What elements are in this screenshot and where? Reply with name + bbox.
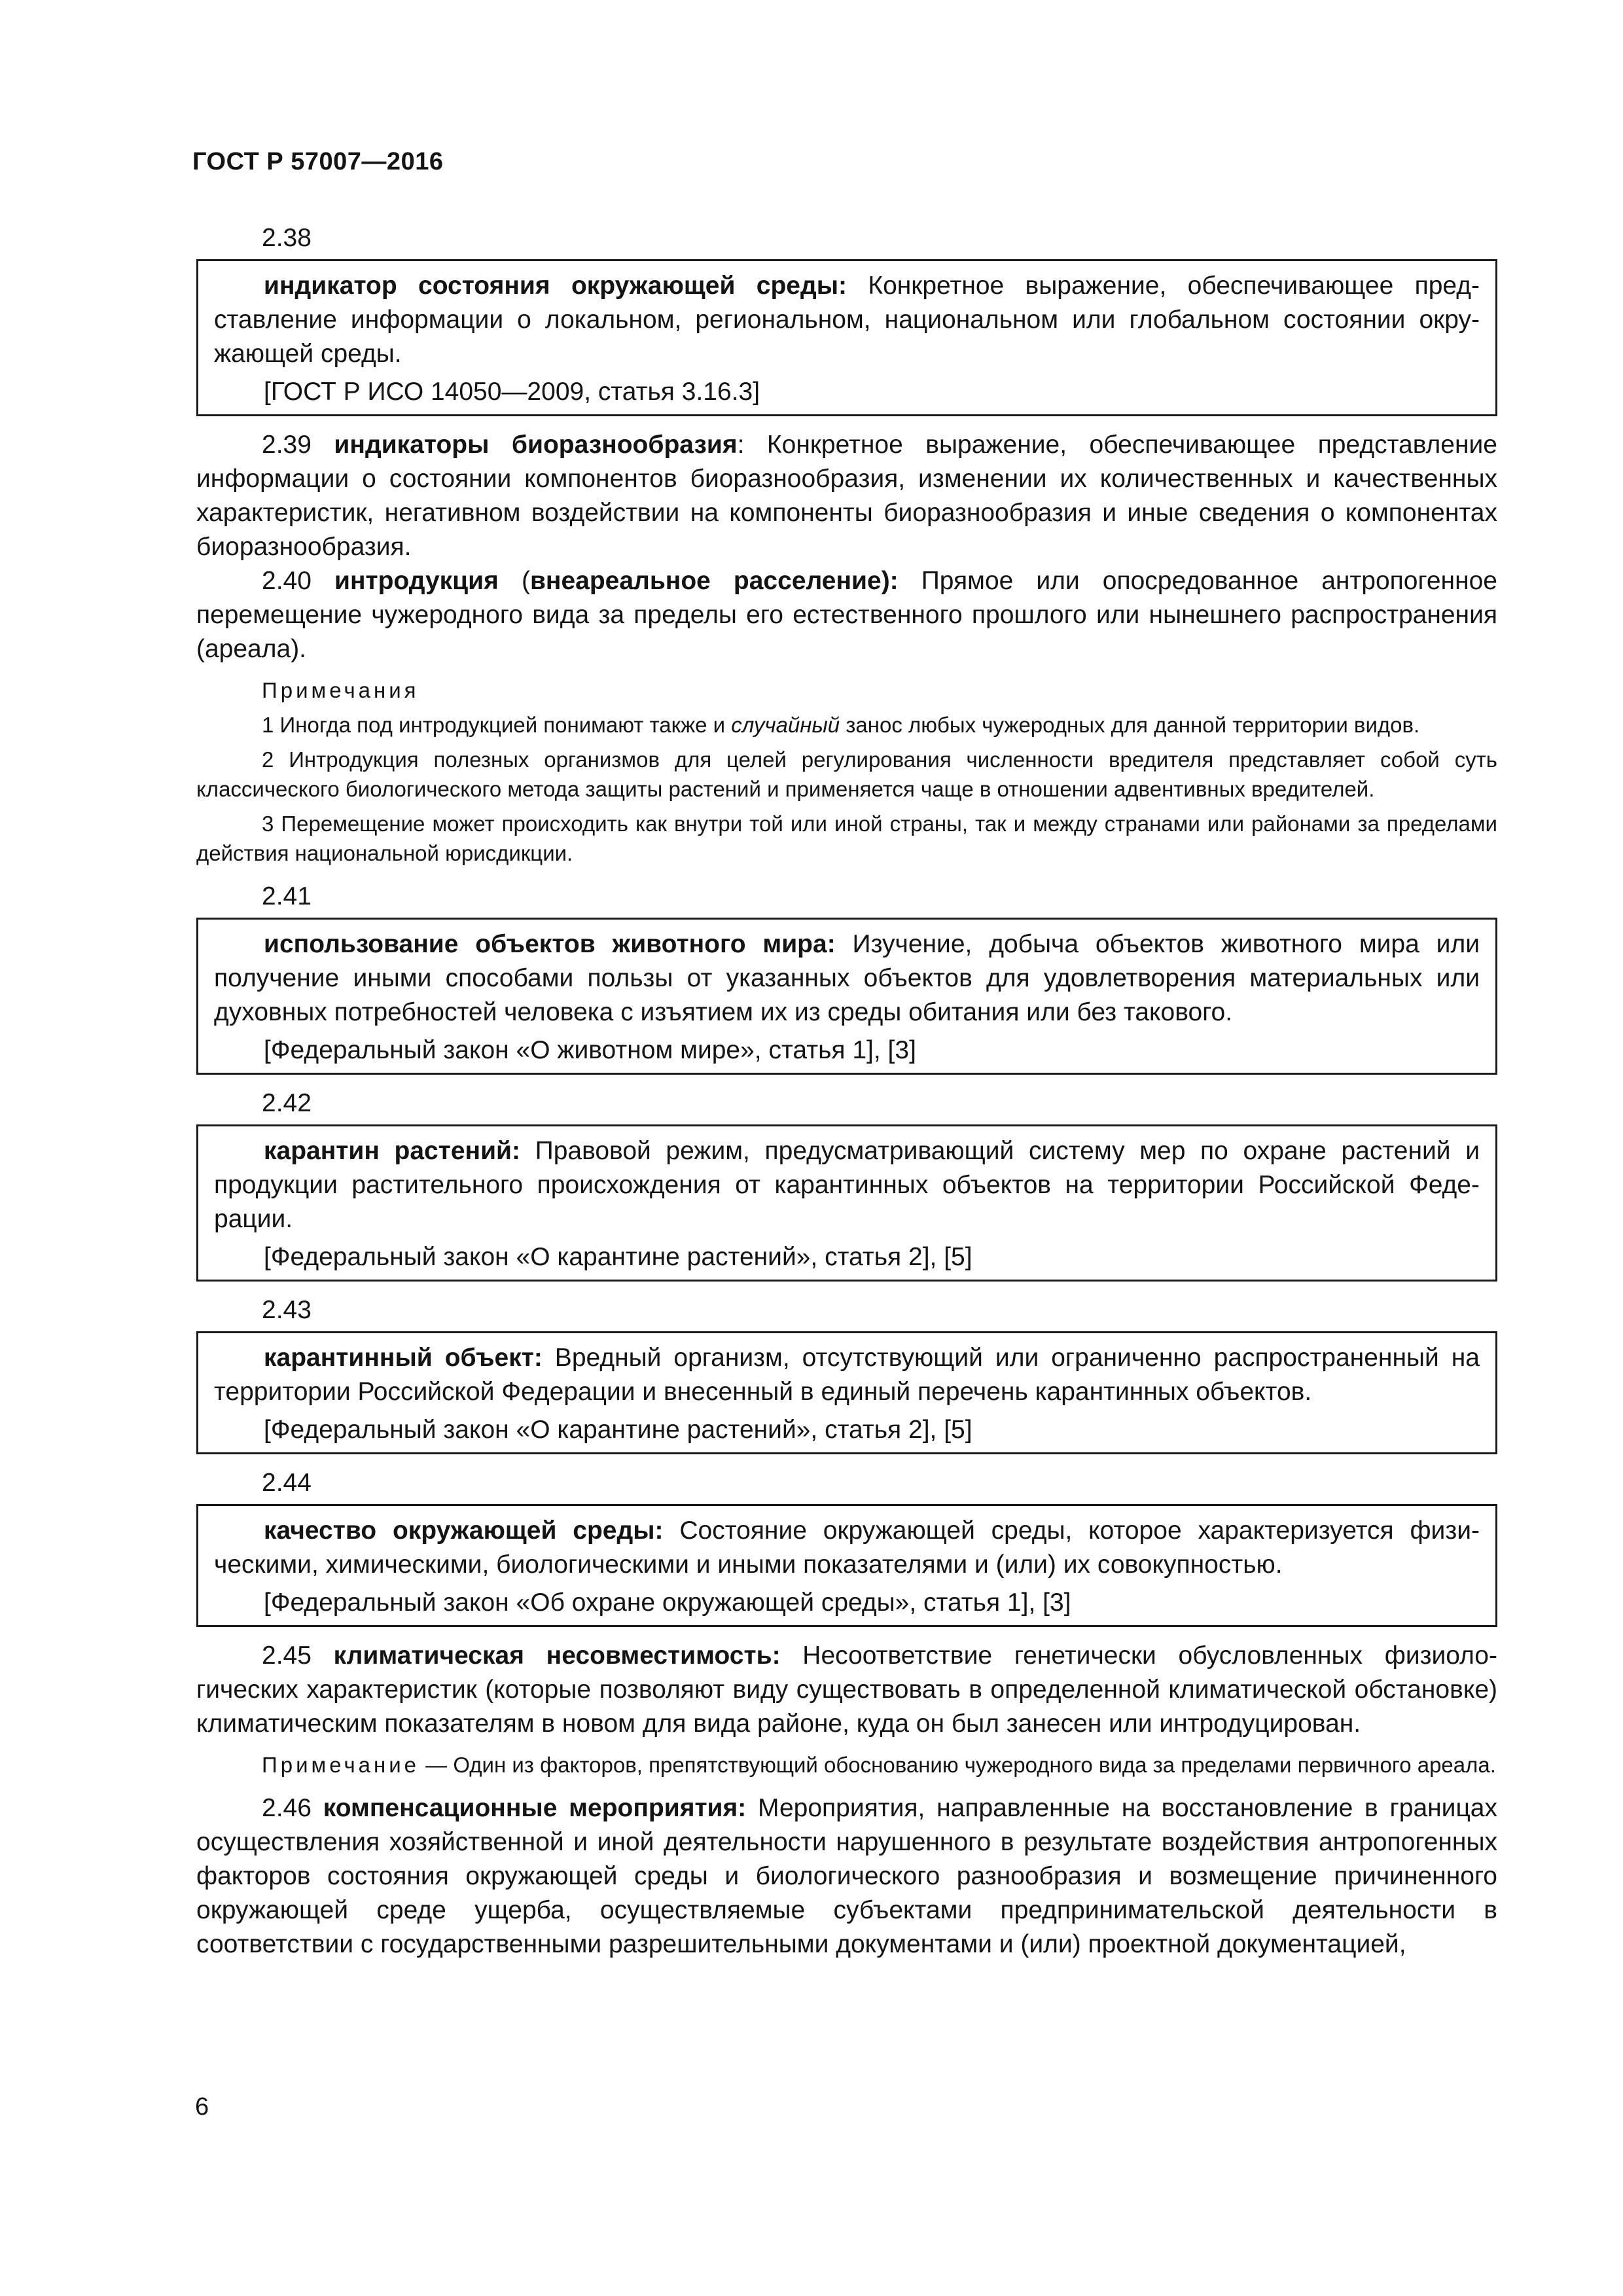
note-1-text-a: 1 Иногда под интродукцией понимают также и xyxy=(262,713,732,737)
entry-2-43-number: 2.43 xyxy=(262,1296,312,1324)
term: климатическая несовместимость: xyxy=(333,1641,781,1670)
entry-2-43-box xyxy=(196,1331,1497,1454)
entry-2-40-notes xyxy=(196,675,1497,868)
entry-2-43-text xyxy=(214,1341,1480,1409)
note-2: 2 Интродукция полезных организмов для целей регулирования численности вредителя представляет собой суть классического биологического метода защиты растений и применяется чаще в отношении адвентивных вредителей. xyxy=(196,747,1497,801)
entry-2-44-text xyxy=(214,1514,1480,1582)
term: интродукция xyxy=(334,567,499,595)
term-paren-close: ): xyxy=(881,567,899,595)
entry-2-42-text xyxy=(214,1134,1480,1236)
entry-2-38-box xyxy=(196,259,1497,416)
note-1-text-b: занос любых чужеродных для данной территории видов. xyxy=(840,713,1420,737)
entry-2-45-note xyxy=(196,1750,1497,1780)
definition: Прямое или опосредованное антропогенное перемещение чужеродного вида за пределы его естественного прошлого или нынешнего распространения (ареала). xyxy=(196,567,1497,663)
note-title: Примечание xyxy=(262,1753,420,1777)
entry-number: 2.40 xyxy=(262,567,334,595)
entry-number: 2.46 xyxy=(262,1794,323,1822)
entry-2-44-box xyxy=(196,1504,1497,1627)
note-text: — Один из факторов, препятствующий обоснованию чужеродного вида за пределами первичного ареала. xyxy=(419,1753,1496,1777)
note-1 xyxy=(196,710,1497,740)
definition: Несоответствие генетически обусловленных физиологических характеристик (которые позволяют виду существовать в определенной климатической обстановке) климатическим показателям в новом для вида районе, куда он был занесен или интродуцирован. xyxy=(196,1641,1497,1738)
definition: Вредный организм, отсутствующий или ограниченно распространенный на территории Российской Федерации и внесенный в единый перечень карантинных объектов. xyxy=(214,1344,1480,1406)
notes-title: Примечания xyxy=(262,678,419,702)
term: карантинный объект: xyxy=(264,1344,543,1372)
entry-2-46 xyxy=(196,1791,1497,1962)
entry-2-38-number: 2.38 xyxy=(262,224,312,252)
entry-2-45 xyxy=(196,1639,1497,1741)
term: индикаторы биоразнообразия xyxy=(334,431,738,459)
entry-number: 2.39 xyxy=(262,431,334,459)
note xyxy=(196,1750,1497,1780)
entry-number: 2.45 xyxy=(262,1641,334,1670)
entry-2-40 xyxy=(196,564,1497,666)
document-body xyxy=(196,221,1497,1962)
definition: Изучение, добыча объектов животного мира или получение иными способами пользы от указанных объектов для удовлетворения материальных или духовных потребностей человека с изъятием их из среды обитания или без такового. xyxy=(214,930,1480,1026)
entry-2-42-source: [Федеральный закон «О карантине растений», статья 2], [5] xyxy=(264,1243,972,1271)
entry-2-41-text xyxy=(214,927,1480,1030)
term-paren-open: ( xyxy=(498,567,530,595)
term: качество окружающей среды: xyxy=(264,1516,664,1545)
definition: Правовой режим, предусматривающий систему мер по охране растений и продукции растительного происхождения от карантинных объектов на территории Российской Федерации. xyxy=(214,1137,1480,1233)
term: использование объектов животного мира: xyxy=(264,930,836,958)
entry-2-44-source: [Федеральный закон «Об охране окружающей среды», статья 1], [3] xyxy=(264,1588,1071,1617)
entry-2-41-source: [Федеральный закон «О животном мире», статья 1], [3] xyxy=(264,1036,916,1064)
entry-2-38-text xyxy=(214,269,1480,371)
entry-2-42-number: 2.42 xyxy=(262,1089,312,1117)
entry-2-38-source: [ГОСТ Р ИСО 14050—2009, статья 3.16.3] xyxy=(264,378,760,406)
term: карантин растений: xyxy=(264,1137,521,1165)
definition: : Конкретное выражение, обеспечивающее представление информации о состоянии компонентов биоразнообразия, изменении их количественных и качественных характеристик, негативном воздействии на компоненты биоразнообразия и иные сведения о компонентах биоразнообразия. xyxy=(196,431,1497,561)
entry-2-41-box xyxy=(196,918,1497,1075)
entry-2-41-number: 2.41 xyxy=(262,882,312,910)
note-3: 3 Перемещение может происходить как внутри той или иной страны, так и между странами или районами за пределами действия национальной юрисдикции. xyxy=(196,812,1497,865)
page-number: 6 xyxy=(195,2093,209,2121)
definition: Состояние окружающей среды, которое характеризуется физическими, химическими, биологическими и иными показателями и (или) их совокупностью. xyxy=(214,1516,1480,1579)
document-header: ГОСТ Р 57007—2016 xyxy=(192,148,444,175)
definition: Конкретное выражение, обеспечивающее представление информации о локальном, региональном, национальном или глобальном состоянии окружающей среды. xyxy=(214,272,1480,368)
entry-2-42-box xyxy=(196,1124,1497,1282)
term-synonym: внеареальное расселение xyxy=(529,567,882,595)
note-1-italic: случайный xyxy=(731,713,840,737)
term: индикатор состояния окружающей среды: xyxy=(264,272,847,300)
entry-2-39 xyxy=(196,428,1497,564)
definition: Мероприятия, направленные на восстановление в границах осуществления хозяйственной и иной деятельности нарушенного в результате воздействия антропогенных факторов состояния окружающей среды и биологического разнообразия и возмещение причиненного окружающей среде ущерба, осуществляемые субъектами предпринимательской деятельности в соответствии с государственными разрешительными документами и (или) проектной документацией, xyxy=(196,1794,1497,1958)
entry-2-44-number: 2.44 xyxy=(262,1469,312,1497)
entry-2-43-source: [Федеральный закон «О карантине растений», статья 2], [5] xyxy=(264,1416,972,1444)
term: компенсационные мероприятия: xyxy=(323,1794,747,1822)
